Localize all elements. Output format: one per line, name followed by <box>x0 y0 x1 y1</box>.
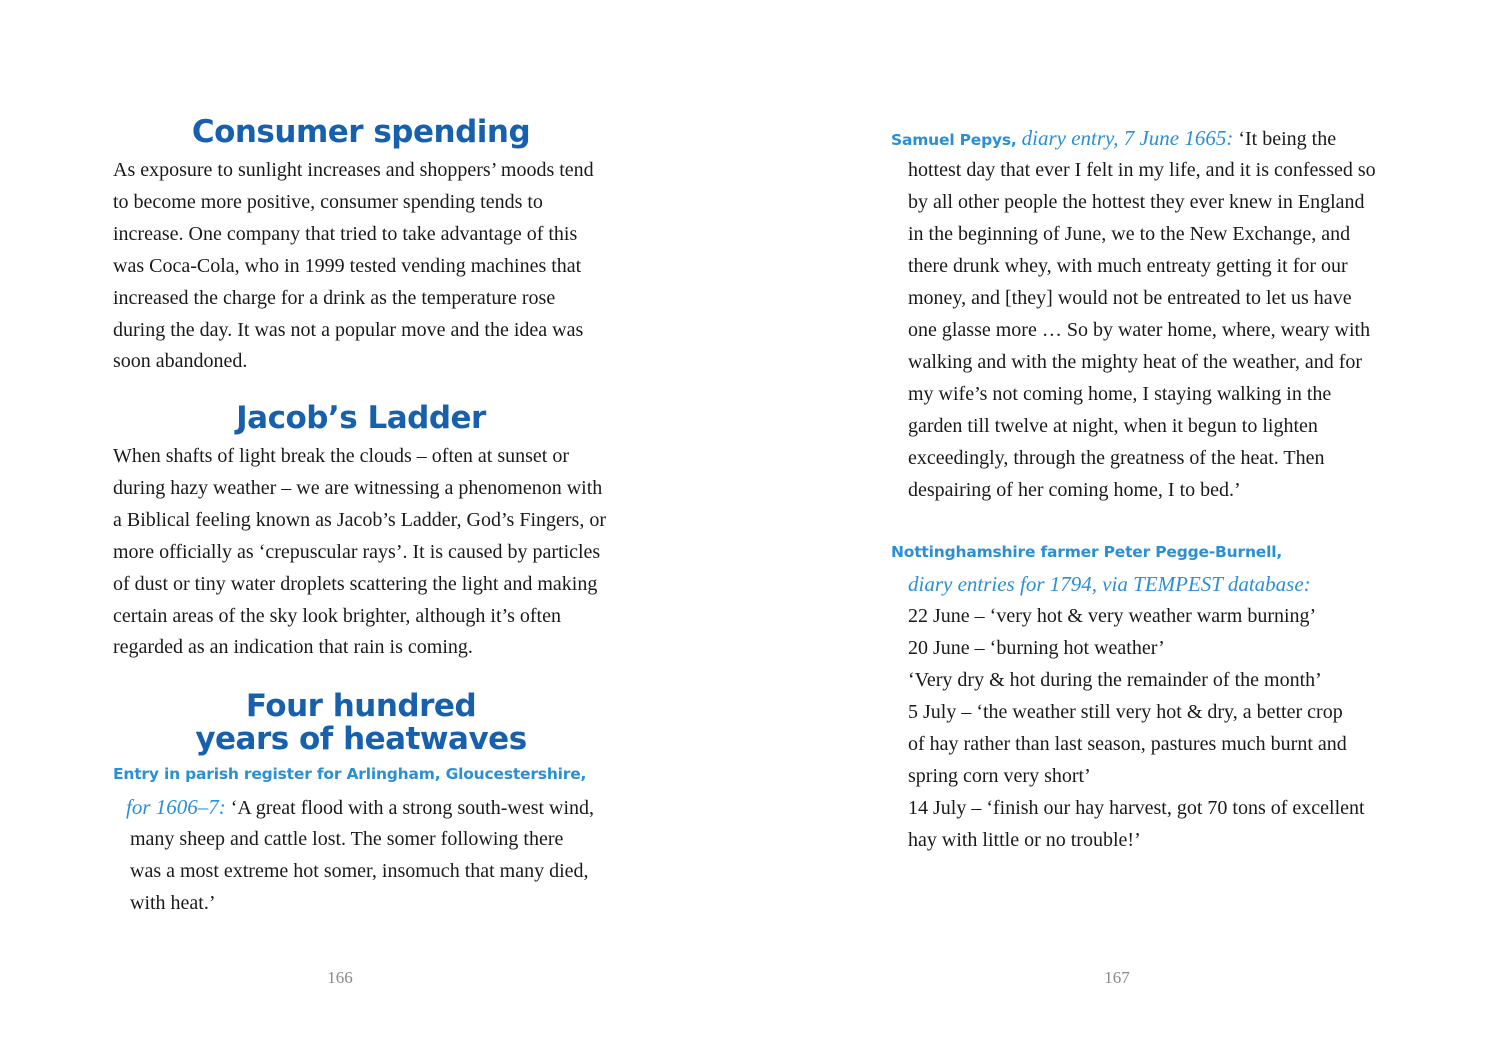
pepys-quote-line: there drunk whey, with much entreaty getting it for our <box>908 255 1348 277</box>
arlingham-source: Entry in parish register for Arlingham, Gloucestershire, <box>113 765 587 783</box>
right-page <box>750 0 1500 1038</box>
pepys-quote-line: hottest day that ever I felt in my life, and it is confessed so <box>908 159 1376 181</box>
jacobs-ladder-heading: Jacob’s Ladder <box>236 400 486 436</box>
pepys-quote-line: exceedingly, through the greatness of the heat. Then <box>908 447 1325 469</box>
page-number-left: 166 <box>327 968 353 987</box>
pegge-burnell-source-date: diary entries for 1794, via TEMPEST database: <box>908 572 1311 596</box>
arlingham-quote-line: many sheep and cattle lost. The somer following there <box>130 828 564 850</box>
arlingham-quote-line: ‘A great flood with a strong south-west wind, <box>230 797 595 819</box>
pegge-burnell-quote-line: of hay rather than last season, pastures much burnt and <box>908 733 1347 755</box>
pepys-source-date: diary entry, 7 June 1665: <box>1021 126 1234 150</box>
pepys-quote-line: money, and [they] would not be entreated to let us have <box>908 287 1352 309</box>
pepys-quote-line: by all other people the hottest they ever knew in England <box>908 191 1365 213</box>
pegge-burnell-quote-line: ‘Very dry & hot during the remainder of the month’ <box>908 669 1322 691</box>
page-number-right: 167 <box>1104 968 1130 987</box>
pegge-burnell-quote-line: 22 June – ‘very hot & very weather warm burning’ <box>908 605 1317 627</box>
pepys-quote-line: one glasse more … So by water home, where, weary with <box>908 319 1371 341</box>
pepys-quote-line: despairing of her coming home, I to bed.’ <box>908 479 1241 501</box>
jacobs-ladder-body: When shafts of light break the clouds – often at sunset or during hazy weather – we are witnessing a phenomenon with a Biblical feeling known as Jacob’s Ladder, God’s Fingers, or more officially as ‘crepuscular rays’. It is caused by particles of dust or tiny water droplets scattering the light and making certain areas of the sky look brighter, although it’s often regarded as an indication that rain is coming. <box>113 445 606 659</box>
consumer-spending-heading: Consumer spending <box>191 114 531 150</box>
pepys-quote-line: garden till twelve at night, when it begun to lighten <box>908 415 1318 437</box>
pepys-source: Samuel Pepys, <box>891 131 1017 149</box>
pepys-quote-line: my wife’s not coming home, I staying walking in the <box>908 383 1332 405</box>
pegge-burnell-quote-line: 5 July – ‘the weather still very hot & dry, a better crop <box>908 701 1343 723</box>
consumer-spending-body: As exposure to sunlight increases and shoppers’ moods tend to become more positive, consumer spending tends to increase. One company that tried to take advantage of this was Coca-Cola, who in 1999 tested vending machines that increased the charge for a drink as the temperature rose during the day. It was not a popular move and the idea was soon abandoned. <box>113 159 594 373</box>
pegge-burnell-quote-line: spring corn very short’ <box>908 765 1091 787</box>
arlingham-quote-line: with heat.’ <box>130 892 216 914</box>
pegge-burnell-quote-line: 14 July – ‘finish our hay harvest, got 70 tons of excellent <box>908 797 1365 819</box>
heatwaves-heading-line1: Four hundred <box>245 688 477 724</box>
pepys-quote-line: ‘It being the <box>1238 128 1337 150</box>
pegge-burnell-quote-line: 20 June – ‘burning hot weather’ <box>908 637 1165 659</box>
arlingham-quote-line: was a most extreme hot somer, insomuch that many died, <box>130 860 589 882</box>
arlingham-source-date: for 1606–7: <box>126 795 226 819</box>
pepys-quote-line: in the beginning of June, we to the New Exchange, and <box>908 223 1351 245</box>
pepys-first-line <box>891 122 1336 156</box>
pegge-burnell-source: Nottinghamshire farmer Peter Pegge-Burnell, <box>891 543 1283 561</box>
heatwaves-heading-line2: years of heatwaves <box>195 721 527 757</box>
pepys-quote-line: walking and with the mighty heat of the weather, and for <box>908 351 1363 373</box>
arlingham-first-line <box>126 791 594 824</box>
pegge-burnell-quote-line: hay with little or no trouble!’ <box>908 829 1141 851</box>
heatwaves-heading <box>113 690 609 756</box>
